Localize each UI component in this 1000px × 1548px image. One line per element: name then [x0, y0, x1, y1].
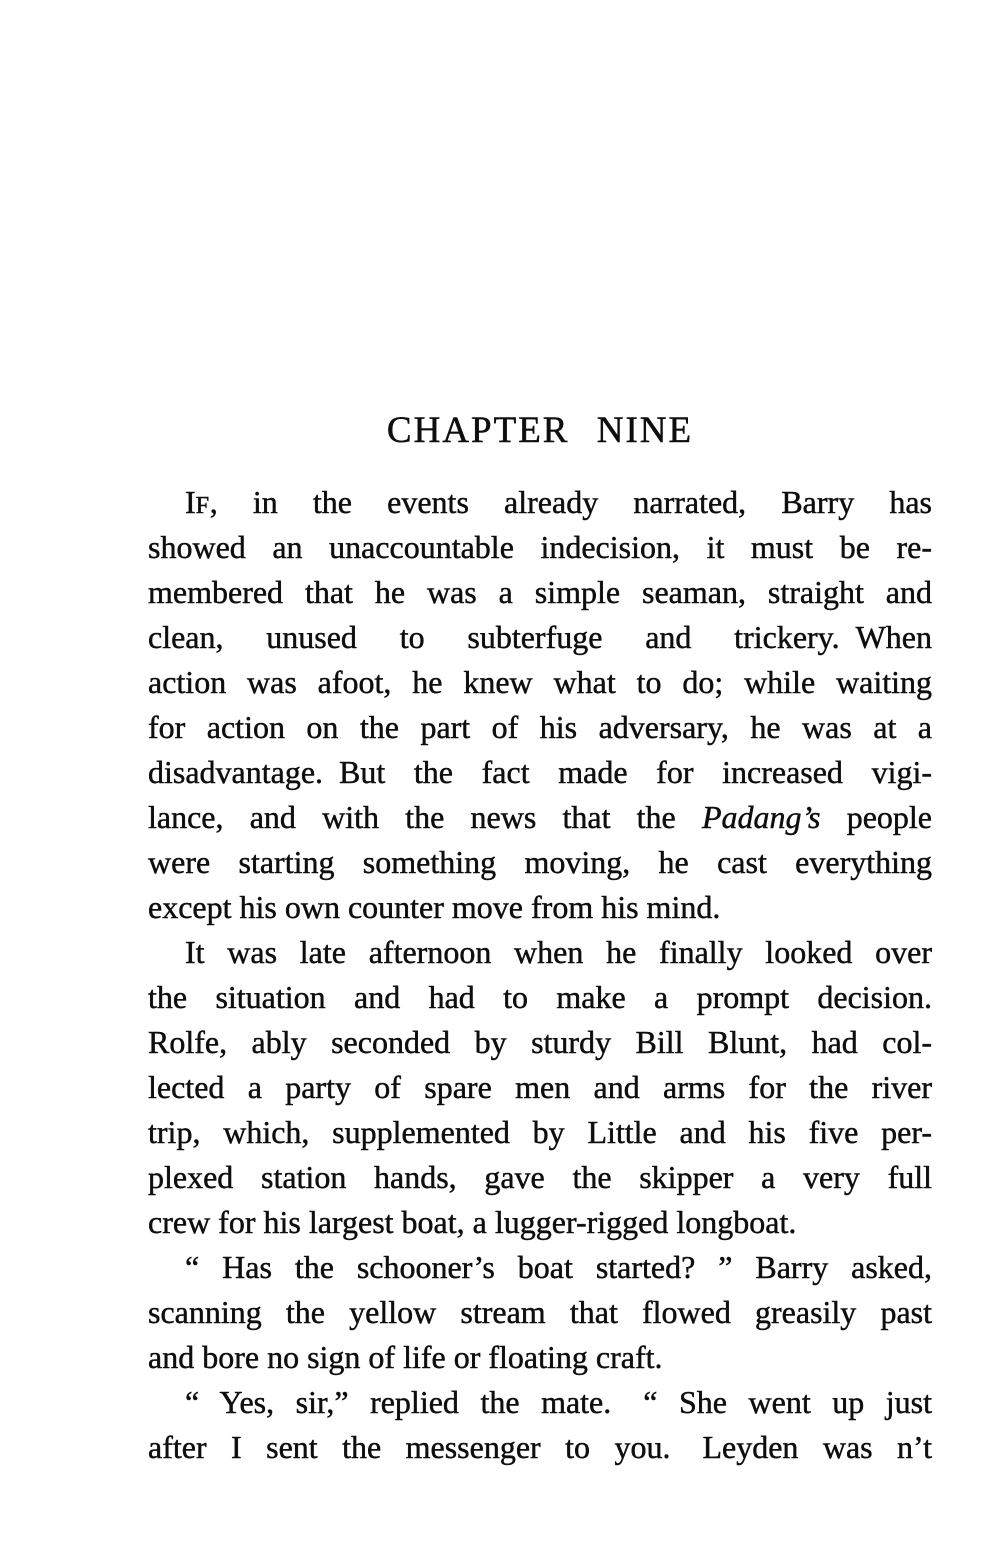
- text-segment: Rolfe, ably seconded by sturdy Bill Blunt, had col-: [148, 1024, 932, 1060]
- text-line: [148, 1245, 932, 1290]
- text-line: [148, 1335, 932, 1380]
- text-segment: clean, unused to subterfuge and trickery. When: [148, 619, 932, 655]
- small-cap-text: F: [195, 492, 210, 519]
- text-line: [148, 1290, 932, 1335]
- text-segment: and bore no sign of life or floating craft.: [148, 1339, 663, 1375]
- paragraph: [148, 1380, 932, 1470]
- chapter-heading: CHAPTER NINE: [386, 410, 694, 451]
- text-line: [148, 1110, 932, 1155]
- text-line: [148, 975, 932, 1020]
- text-line: [148, 1200, 932, 1245]
- text-segment: lected a party of spare men and arms for the river: [148, 1069, 932, 1105]
- text-segment: It was late afternoon when he finally looked over: [185, 934, 932, 970]
- text-line: [148, 570, 932, 615]
- text-line: [148, 705, 932, 750]
- text-line: [148, 930, 932, 975]
- text-line: [148, 660, 932, 705]
- text-segment: plexed station hands, gave the skipper a very full: [148, 1159, 932, 1195]
- text-line: [148, 1065, 932, 1110]
- text-segment: after I sent the messenger to you. Leyden was n’t: [148, 1429, 932, 1465]
- paragraph: [148, 1245, 932, 1380]
- text-segment: “ Yes, sir,” replied the mate. “ She went up just: [185, 1384, 932, 1420]
- text-segment: crew for his largest boat, a lugger-rigged longboat.: [148, 1204, 797, 1240]
- text-line: [148, 480, 932, 525]
- text-segment: for action on the part of his adversary, he was at a: [148, 709, 932, 745]
- text-line: [148, 1155, 932, 1200]
- text-segment: , in the events already narrated, Barry has: [209, 484, 932, 520]
- text-segment: membered that he was a simple seaman, straight and: [148, 574, 932, 610]
- text-line: [148, 525, 932, 570]
- text-line: [148, 840, 932, 885]
- text-segment: lance, and with the news that the: [148, 799, 702, 835]
- text-line: [148, 885, 932, 930]
- text-line: [148, 1020, 932, 1065]
- text-line: [148, 1380, 932, 1425]
- text-segment: “ Has the schooner’s boat started? ” Barry asked,: [185, 1249, 932, 1285]
- page-body: [148, 480, 932, 1470]
- text-line: [148, 750, 932, 795]
- text-segment: scanning the yellow stream that flowed greasily past: [148, 1294, 932, 1330]
- text-segment: trip, which, supplemented by Little and his five per-: [148, 1114, 932, 1150]
- italic-text: Padang’s: [701, 799, 821, 835]
- text-segment: except his own counter move from his mind.: [148, 889, 721, 925]
- text-line: [148, 795, 932, 840]
- text-line: [148, 615, 932, 660]
- text-segment: the situation and had to make a prompt decision.: [148, 979, 932, 1015]
- text-segment: people: [820, 799, 933, 835]
- text-segment: disadvantage. But the fact made for increased vigi-: [148, 754, 932, 790]
- text-line: [148, 1425, 932, 1470]
- text-segment: were starting something moving, he cast everything: [148, 844, 932, 880]
- paragraph: [148, 930, 932, 1245]
- text-segment: I: [185, 484, 196, 520]
- paragraph: [148, 480, 932, 930]
- text-segment: showed an unaccountable indecision, it must be re-: [148, 529, 932, 565]
- text-segment: action was afoot, he knew what to do; while waiting: [148, 664, 932, 700]
